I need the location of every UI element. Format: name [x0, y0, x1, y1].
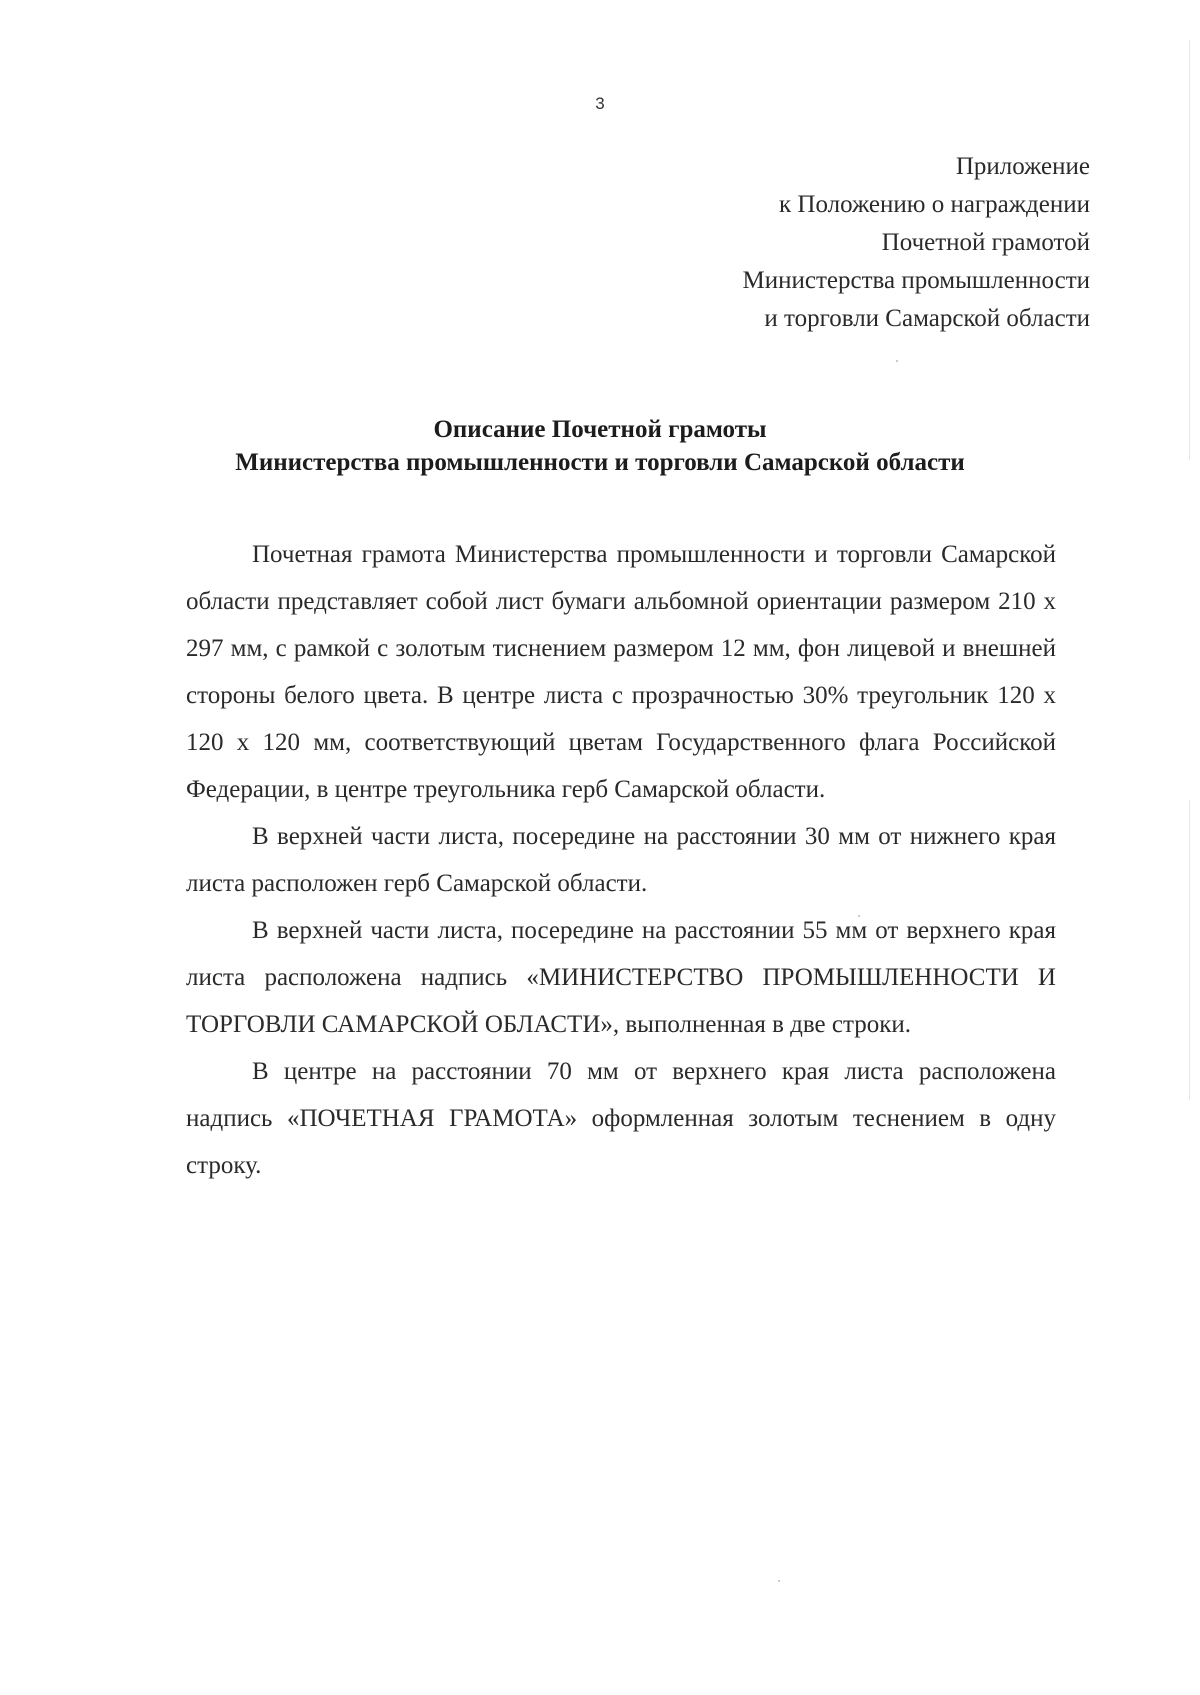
appendix-line: и торговли Самарской области: [764, 305, 1090, 332]
scan-speck: [896, 360, 898, 362]
scan-edge-mark: [1189, 40, 1190, 460]
paragraph: В центре на расстоянии 70 мм от верхнего края листа расположена надпись «ПОЧЕТНАЯ ГРАМОТА» оформленная золотым теснением в одну строку.: [186, 1058, 1056, 1179]
page-number: 3: [595, 94, 605, 113]
document-body: [186, 531, 1056, 1189]
appendix-block: [530, 148, 1090, 338]
appendix-line: к Положению о награждении: [779, 191, 1090, 218]
title-line-1: Описание Почетной грамоты: [433, 416, 767, 443]
appendix-line: Приложение: [955, 153, 1090, 180]
paragraph: В верхней части листа, посередине на расстоянии 30 мм от нижнего края листа расположен герб Самарской области.: [186, 823, 1056, 897]
scan-edge-mark: [1189, 800, 1190, 1100]
document-title: [0, 413, 1200, 479]
paragraph: В верхней части листа, посередине на расстоянии 55 мм от верхнего края листа расположена надпись «МИНИСТЕРСТВО ПРОМЫШЛЕННОСТИ И ТОРГОВЛИ САМАРСКОЙ ОБЛАСТИ», выполненная в две строки.: [186, 917, 1056, 1038]
appendix-line: Министерства промышленности: [742, 267, 1090, 294]
paragraph: Почетная грамота Министерства промышленности и торговли Самарской области представляет собой лист бумаги альбомной ориентации размером 210 х 297 мм, с рамкой с золотым тиснением размером 12 мм, фон лицевой и внешней стороны белого цвета. В центре листа с прозрачностью 30% треугольник 120 х 120 х 120 мм, соответствующий цветам Государственного флага Российской Федерации, в центре треугольника герб Самарской области.: [186, 541, 1056, 803]
scan-speck: [858, 915, 860, 917]
title-line-2: Министерства промышленности и торговли Самарской области: [235, 449, 965, 476]
scan-speck: [778, 1580, 780, 1582]
appendix-line: Почетной грамотой: [881, 229, 1090, 256]
